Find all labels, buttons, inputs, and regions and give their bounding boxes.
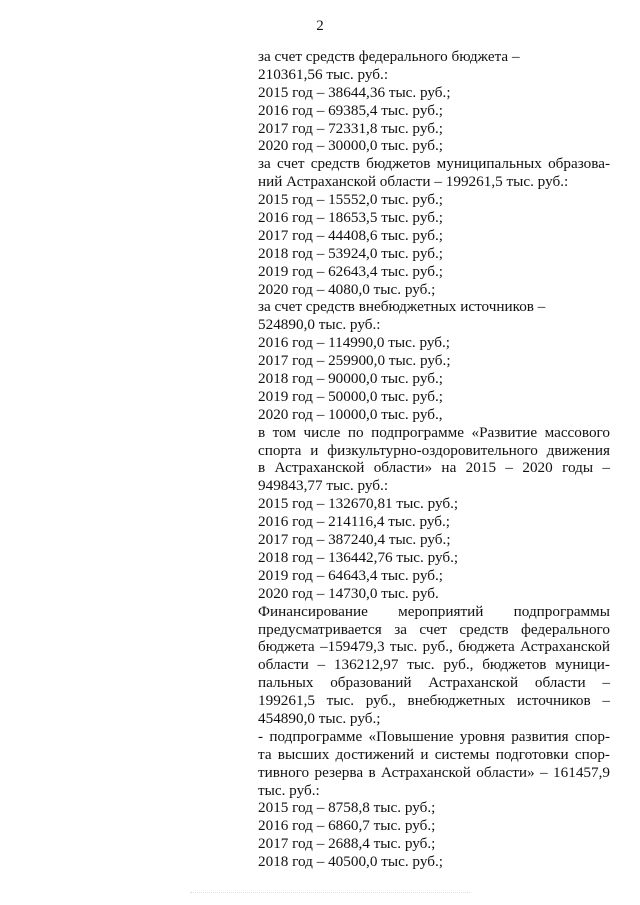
text-line: предусматривается за счет средств федерального [258,620,610,638]
text-line: за счет средств внебюджетных источников – [258,298,546,316]
text-column [258,48,610,871]
text-line: пальных образований Астраханской области – [258,674,610,692]
text-line: бюджета –159479,3 тыс. руб., бюджета Астраханской [258,638,610,656]
text-line: 2015 год – 15552,0 тыс. руб.; [258,191,443,209]
text-line: за счет средств бюджетов муниципальных образова- [258,155,610,173]
text-line: 2017 год – 72331,8 тыс. руб.; [258,119,443,137]
text-line: 2016 год – 114990,0 тыс. руб.; [258,334,450,352]
text-line: 2018 год – 53924,0 тыс. руб.; [258,244,443,262]
text-line: 454890,0 тыс. руб.; [258,709,381,727]
text-line: Финансирование мероприятий подпрограммы [258,602,610,620]
text-line: 2017 год – 387240,4 тыс. руб.; [258,531,451,549]
text-line: 199261,5 тыс. руб., внебюджетных источников – [258,692,610,710]
text-line: за счет средств федерального бюджета – [258,48,520,65]
text-line: 2015 год – 38644,36 тыс. руб.; [258,83,451,101]
text-line: в Астраханской области» на 2015 – 2020 годы – [258,459,610,477]
text-line: 2017 год – 44408,6 тыс. руб.; [258,226,443,244]
text-line: 2018 год – 136442,76 тыс. руб.; [258,548,459,566]
text-line: 2016 год – 18653,5 тыс. руб.; [258,209,443,227]
text-line: 2015 год – 132670,81 тыс. руб.; [258,495,459,513]
text-line: в том числе по подпрограмме «Развитие массового [258,423,610,441]
text-line: спорта и физкультурно-оздоровительного движения [258,441,610,459]
text-line: 2020 год – 10000,0 тыс. руб., [258,405,443,423]
text-line: 2017 год – 2688,4 тыс. руб.; [258,835,436,853]
text-line: та высших достижений и системы подготовки спор- [258,745,610,763]
text-line: 2015 год – 8758,8 тыс. руб.; [258,799,436,817]
text-line: 2017 год – 259900,0 тыс. руб.; [258,352,451,370]
text-line: 2019 год – 50000,0 тыс. руб.; [258,387,443,405]
page-number: 2 [316,18,324,34]
text-line: тивного резерва в Астраханской области» – 161457,9 [258,763,610,781]
text-line: 524890,0 тыс. руб.: [258,316,381,334]
text-line: тыс. руб.: [258,781,320,799]
text-line: 2018 год – 40500,0 тыс. руб.; [258,853,443,871]
text-line: 949843,77 тыс. руб.: [258,477,389,495]
text-line: 2019 год – 62643,4 тыс. руб.; [258,262,443,280]
text-line: области – 136212,97 тыс. руб., бюджетов муници- [258,656,610,674]
text-line: 210361,56 тыс. руб.: [258,65,389,83]
text-line: 2020 год – 14730,0 тыс. руб. [258,584,439,602]
text-line: 2019 год – 64643,4 тыс. руб.; [258,566,443,584]
text-line: 2018 год – 90000,0 тыс. руб.; [258,370,443,388]
text-line: 2020 год – 30000,0 тыс. руб.; [258,137,443,155]
text-line: ний Астраханской области – 199261,5 тыс. руб.: [258,173,569,191]
text-line: 2016 год – 69385,4 тыс. руб.; [258,101,443,119]
text-line: 2016 год – 6860,7 тыс. руб.; [258,817,436,835]
text-line: 2020 год – 4080,0 тыс. руб.; [258,280,436,298]
text-line: - подпрограмме «Повышение уровня развития спор- [258,727,610,745]
text-line: 2016 год – 214116,4 тыс. руб.; [258,513,450,531]
scan-artifact [190,892,470,897]
